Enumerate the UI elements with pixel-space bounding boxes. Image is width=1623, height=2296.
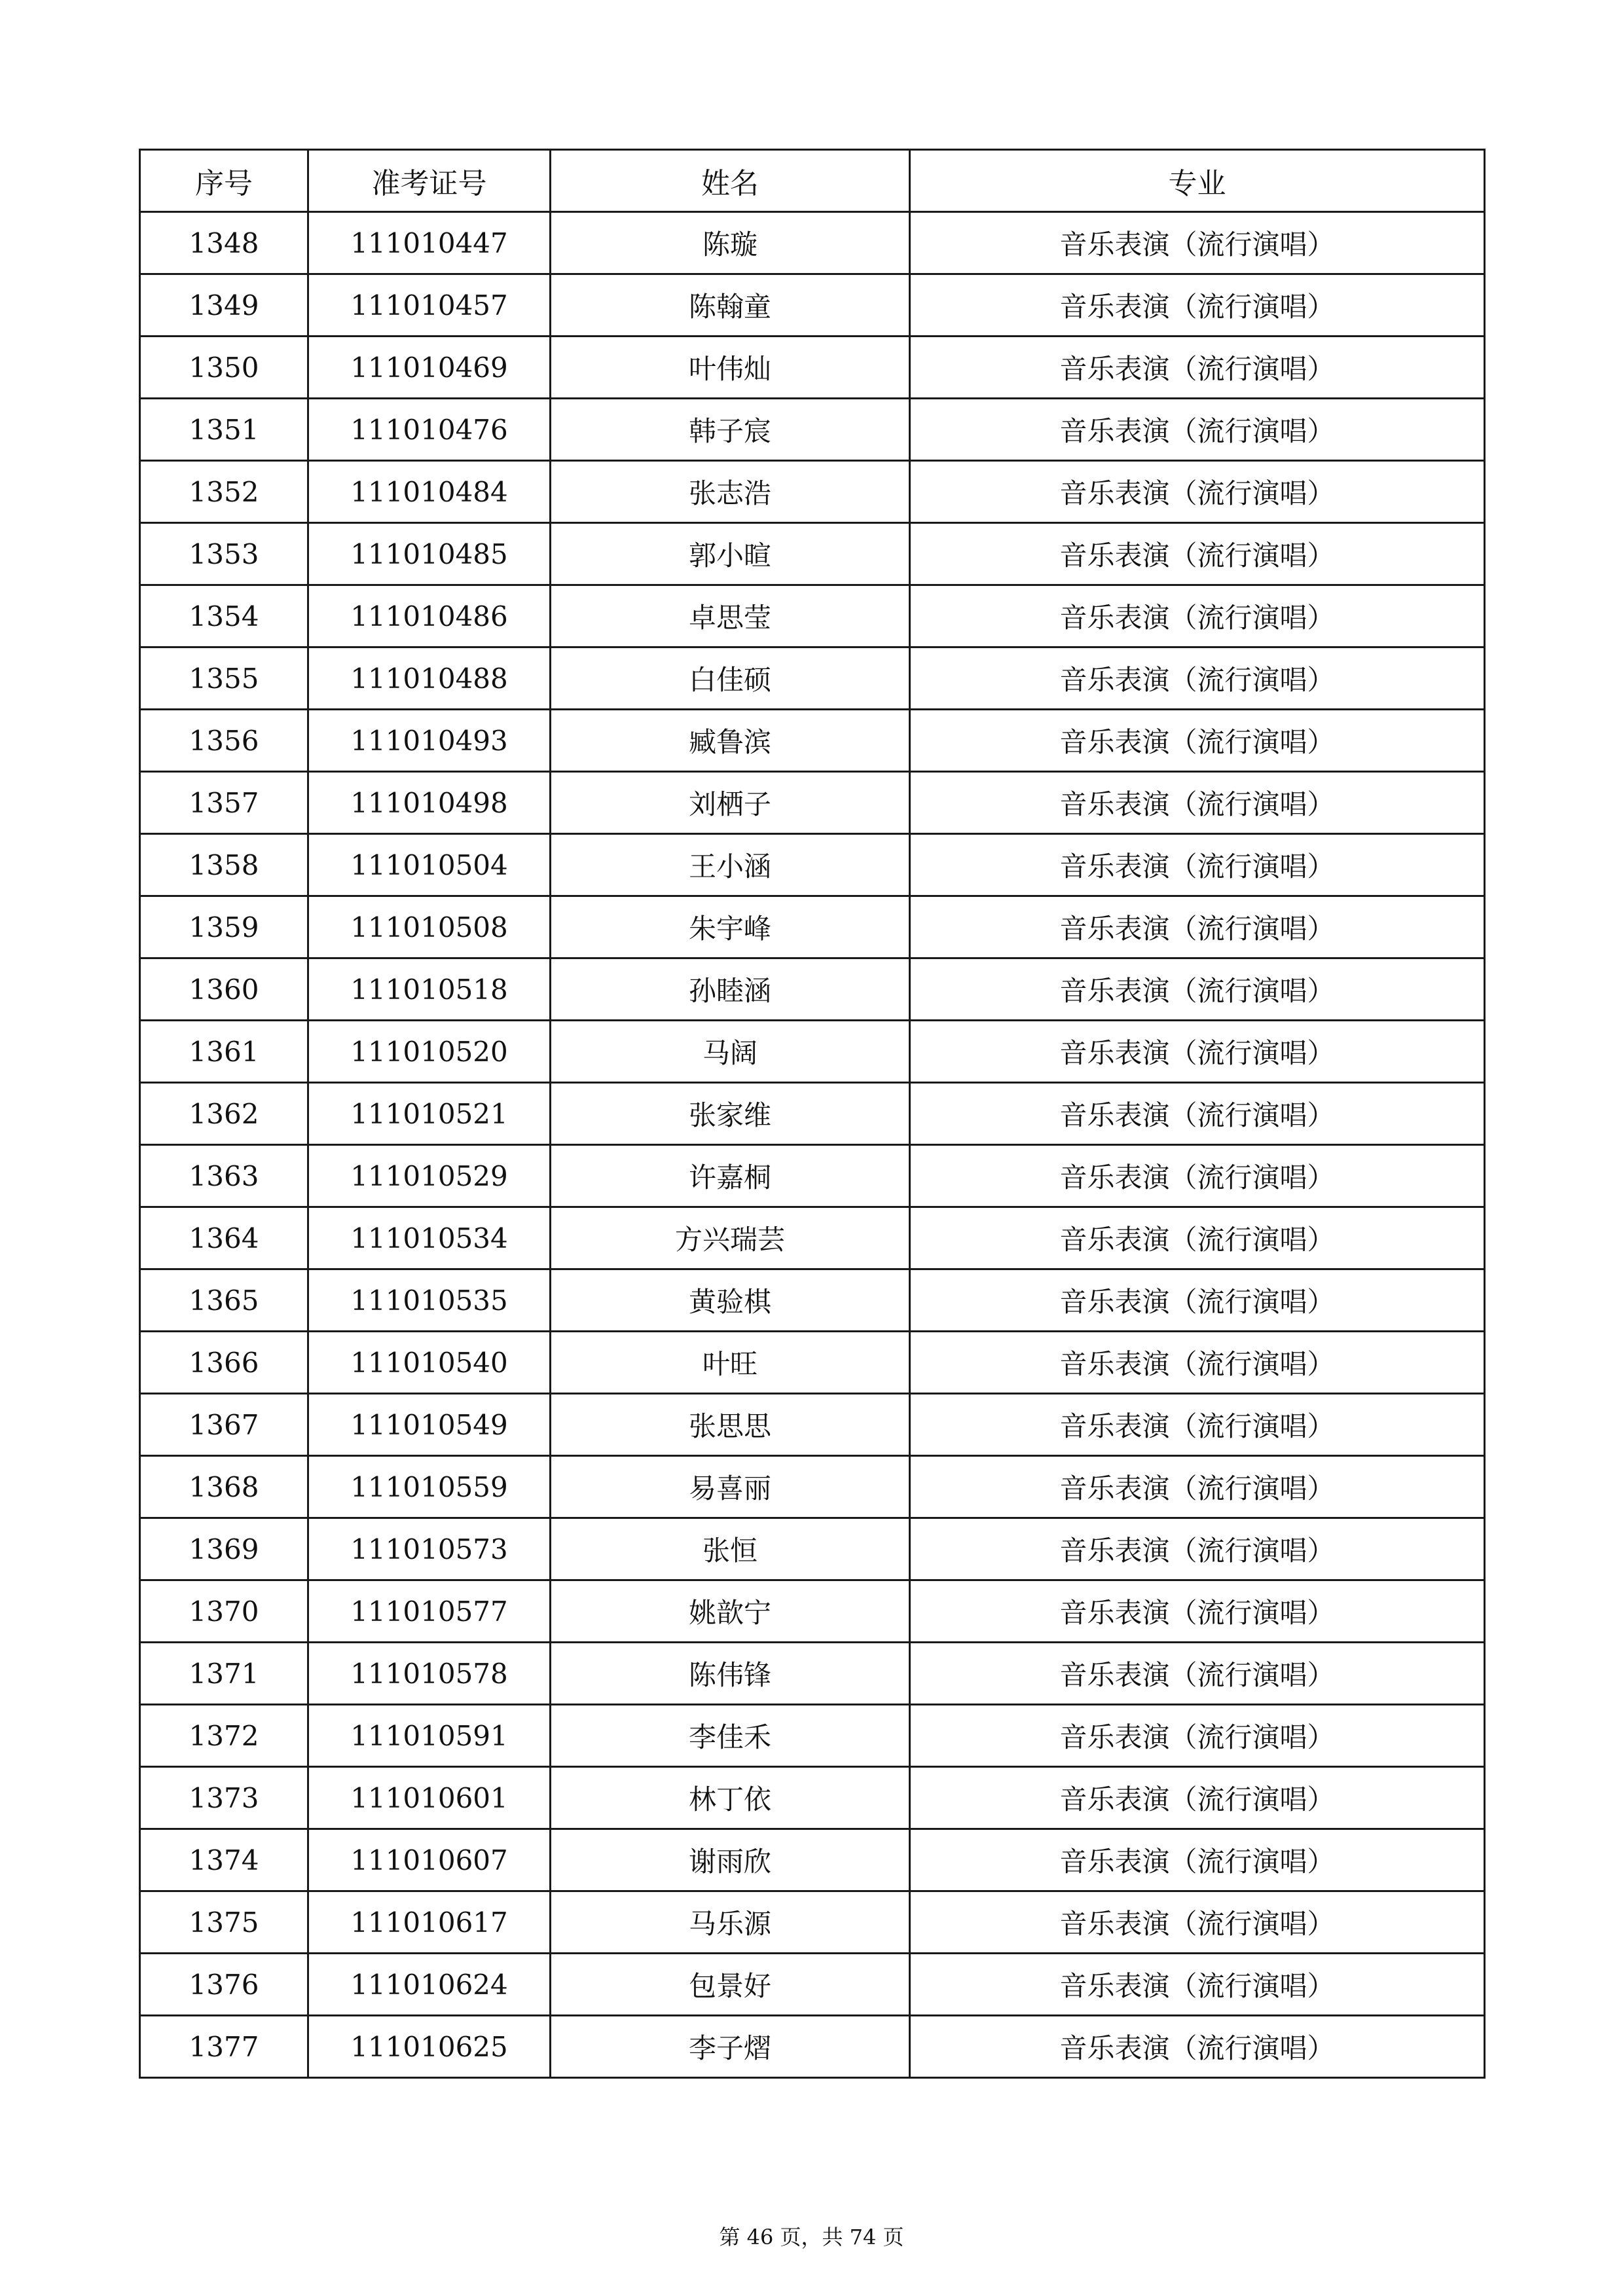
cell-serial-number: 1360 xyxy=(140,958,308,1021)
cell-admission-ticket-number: 111010535 xyxy=(308,1269,551,1332)
cell-major: 音乐表演（流行演唱） xyxy=(910,772,1485,834)
table-row xyxy=(140,1518,1485,1580)
cell-admission-ticket-number: 111010577 xyxy=(308,1580,551,1643)
cell-name: 马乐源 xyxy=(551,1891,910,1954)
cell-major: 音乐表演（流行演唱） xyxy=(910,1394,1485,1456)
cell-serial-number: 1376 xyxy=(140,1954,308,2016)
cell-serial-number: 1370 xyxy=(140,1580,308,1643)
cell-major: 音乐表演（流行演唱） xyxy=(910,896,1485,958)
cell-major: 音乐表演（流行演唱） xyxy=(910,1518,1485,1580)
table-row xyxy=(140,896,1485,958)
cell-serial-number: 1348 xyxy=(140,212,308,274)
cell-major: 音乐表演（流行演唱） xyxy=(910,834,1485,896)
cell-serial-number: 1363 xyxy=(140,1145,308,1207)
cell-major: 音乐表演（流行演唱） xyxy=(910,212,1485,274)
cell-major: 音乐表演（流行演唱） xyxy=(910,710,1485,772)
cell-serial-number: 1362 xyxy=(140,1083,308,1145)
header-name: 姓名 xyxy=(551,150,910,212)
cell-admission-ticket-number: 111010447 xyxy=(308,212,551,274)
cell-admission-ticket-number: 111010591 xyxy=(308,1705,551,1767)
table-row xyxy=(140,337,1485,399)
cell-admission-ticket-number: 111010518 xyxy=(308,958,551,1021)
header-major: 专业 xyxy=(910,150,1485,212)
cell-name: 朱宇峰 xyxy=(551,896,910,958)
cell-name: 王小涵 xyxy=(551,834,910,896)
cell-name: 李佳禾 xyxy=(551,1705,910,1767)
cell-admission-ticket-number: 111010498 xyxy=(308,772,551,834)
cell-major: 音乐表演（流行演唱） xyxy=(910,1767,1485,1829)
cell-admission-ticket-number: 111010540 xyxy=(308,1332,551,1394)
cell-admission-ticket-number: 111010529 xyxy=(308,1145,551,1207)
cell-major: 音乐表演（流行演唱） xyxy=(910,1021,1485,1083)
cell-serial-number: 1361 xyxy=(140,1021,308,1083)
table-row xyxy=(140,1580,1485,1643)
table-row xyxy=(140,461,1485,523)
cell-major: 音乐表演（流行演唱） xyxy=(910,1580,1485,1643)
cell-admission-ticket-number: 111010573 xyxy=(308,1518,551,1580)
cell-major: 音乐表演（流行演唱） xyxy=(910,1145,1485,1207)
cell-name: 白佳硕 xyxy=(551,647,910,710)
cell-major: 音乐表演（流行演唱） xyxy=(910,1643,1485,1705)
cell-serial-number: 1366 xyxy=(140,1332,308,1394)
cell-serial-number: 1353 xyxy=(140,523,308,585)
table-row xyxy=(140,834,1485,896)
cell-name: 方兴瑞芸 xyxy=(551,1207,910,1269)
cell-admission-ticket-number: 111010624 xyxy=(308,1954,551,2016)
table-row xyxy=(140,274,1485,337)
cell-name: 张志浩 xyxy=(551,461,910,523)
cell-admission-ticket-number: 111010504 xyxy=(308,834,551,896)
table-row xyxy=(140,1332,1485,1394)
cell-serial-number: 1374 xyxy=(140,1829,308,1891)
table-row xyxy=(140,1456,1485,1518)
cell-name: 刘栖子 xyxy=(551,772,910,834)
table-header xyxy=(140,150,1485,212)
cell-serial-number: 1373 xyxy=(140,1767,308,1829)
cell-name: 卓思莹 xyxy=(551,585,910,647)
cell-name: 李子熠 xyxy=(551,2016,910,2078)
cell-major: 音乐表演（流行演唱） xyxy=(910,958,1485,1021)
admission-roster-table xyxy=(139,149,1486,2079)
cell-serial-number: 1351 xyxy=(140,399,308,461)
cell-name: 姚歆宁 xyxy=(551,1580,910,1643)
cell-admission-ticket-number: 111010578 xyxy=(308,1643,551,1705)
cell-admission-ticket-number: 111010625 xyxy=(308,2016,551,2078)
cell-name: 张思思 xyxy=(551,1394,910,1456)
cell-admission-ticket-number: 111010486 xyxy=(308,585,551,647)
cell-name: 陈伟锋 xyxy=(551,1643,910,1705)
cell-serial-number: 1364 xyxy=(140,1207,308,1269)
cell-serial-number: 1375 xyxy=(140,1891,308,1954)
cell-name: 谢雨欣 xyxy=(551,1829,910,1891)
cell-name: 叶旺 xyxy=(551,1332,910,1394)
cell-name: 孙睦涵 xyxy=(551,958,910,1021)
cell-serial-number: 1355 xyxy=(140,647,308,710)
table-row xyxy=(140,1207,1485,1269)
cell-admission-ticket-number: 111010484 xyxy=(308,461,551,523)
cell-admission-ticket-number: 111010493 xyxy=(308,710,551,772)
cell-major: 音乐表演（流行演唱） xyxy=(910,1207,1485,1269)
table-row xyxy=(140,399,1485,461)
cell-name: 包景好 xyxy=(551,1954,910,2016)
header-admission-ticket-number: 准考证号 xyxy=(308,150,551,212)
cell-serial-number: 1359 xyxy=(140,896,308,958)
table-row xyxy=(140,647,1485,710)
table-row xyxy=(140,1891,1485,1954)
cell-admission-ticket-number: 111010488 xyxy=(308,647,551,710)
cell-name: 臧鲁滨 xyxy=(551,710,910,772)
table-row xyxy=(140,523,1485,585)
table-row xyxy=(140,958,1485,1021)
cell-admission-ticket-number: 111010601 xyxy=(308,1767,551,1829)
cell-serial-number: 1356 xyxy=(140,710,308,772)
cell-major: 音乐表演（流行演唱） xyxy=(910,1083,1485,1145)
table-row xyxy=(140,1643,1485,1705)
cell-major: 音乐表演（流行演唱） xyxy=(910,1891,1485,1954)
table-row xyxy=(140,1021,1485,1083)
table-row xyxy=(140,1829,1485,1891)
table-body xyxy=(140,212,1485,2078)
cell-name: 黄验棋 xyxy=(551,1269,910,1332)
table-row xyxy=(140,1083,1485,1145)
cell-admission-ticket-number: 111010534 xyxy=(308,1207,551,1269)
cell-serial-number: 1365 xyxy=(140,1269,308,1332)
cell-major: 音乐表演（流行演唱） xyxy=(910,399,1485,461)
cell-admission-ticket-number: 111010457 xyxy=(308,274,551,337)
cell-serial-number: 1354 xyxy=(140,585,308,647)
cell-serial-number: 1372 xyxy=(140,1705,308,1767)
cell-serial-number: 1352 xyxy=(140,461,308,523)
table-row xyxy=(140,585,1485,647)
table-row xyxy=(140,2016,1485,2078)
cell-major: 音乐表演（流行演唱） xyxy=(910,1456,1485,1518)
cell-name: 许嘉桐 xyxy=(551,1145,910,1207)
cell-name: 张家维 xyxy=(551,1083,910,1145)
table-row xyxy=(140,1145,1485,1207)
cell-serial-number: 1349 xyxy=(140,274,308,337)
cell-name: 张恒 xyxy=(551,1518,910,1580)
table-row xyxy=(140,1954,1485,2016)
cell-admission-ticket-number: 111010520 xyxy=(308,1021,551,1083)
cell-name: 韩子宸 xyxy=(551,399,910,461)
cell-serial-number: 1358 xyxy=(140,834,308,896)
cell-admission-ticket-number: 111010485 xyxy=(308,523,551,585)
cell-serial-number: 1350 xyxy=(140,337,308,399)
cell-admission-ticket-number: 111010607 xyxy=(308,1829,551,1891)
table-row xyxy=(140,1269,1485,1332)
cell-name: 陈璇 xyxy=(551,212,910,274)
table-row xyxy=(140,1767,1485,1829)
cell-admission-ticket-number: 111010508 xyxy=(308,896,551,958)
cell-major: 音乐表演（流行演唱） xyxy=(910,1332,1485,1394)
cell-major: 音乐表演（流行演唱） xyxy=(910,523,1485,585)
cell-admission-ticket-number: 111010476 xyxy=(308,399,551,461)
cell-admission-ticket-number: 111010521 xyxy=(308,1083,551,1145)
cell-major: 音乐表演（流行演唱） xyxy=(910,585,1485,647)
cell-admission-ticket-number: 111010469 xyxy=(308,337,551,399)
cell-serial-number: 1369 xyxy=(140,1518,308,1580)
cell-admission-ticket-number: 111010549 xyxy=(308,1394,551,1456)
cell-serial-number: 1367 xyxy=(140,1394,308,1456)
table-row xyxy=(140,1394,1485,1456)
cell-name: 叶伟灿 xyxy=(551,337,910,399)
cell-name: 郭小暄 xyxy=(551,523,910,585)
cell-admission-ticket-number: 111010559 xyxy=(308,1456,551,1518)
cell-serial-number: 1377 xyxy=(140,2016,308,2078)
cell-major: 音乐表演（流行演唱） xyxy=(910,1705,1485,1767)
cell-major: 音乐表演（流行演唱） xyxy=(910,1269,1485,1332)
table-row xyxy=(140,1705,1485,1767)
cell-name: 易喜丽 xyxy=(551,1456,910,1518)
cell-name: 林丁依 xyxy=(551,1767,910,1829)
cell-name: 马阔 xyxy=(551,1021,910,1083)
cell-major: 音乐表演（流行演唱） xyxy=(910,2016,1485,2078)
table-row xyxy=(140,212,1485,274)
cell-major: 音乐表演（流行演唱） xyxy=(910,337,1485,399)
header-row xyxy=(140,150,1485,212)
cell-major: 音乐表演（流行演唱） xyxy=(910,1829,1485,1891)
page-number-footer: 第 46 页，共 74 页 xyxy=(719,2225,904,2250)
table-row xyxy=(140,772,1485,834)
cell-major: 音乐表演（流行演唱） xyxy=(910,647,1485,710)
cell-major: 音乐表演（流行演唱） xyxy=(910,1954,1485,2016)
cell-serial-number: 1371 xyxy=(140,1643,308,1705)
cell-major: 音乐表演（流行演唱） xyxy=(910,274,1485,337)
table-row xyxy=(140,710,1485,772)
cell-major: 音乐表演（流行演唱） xyxy=(910,461,1485,523)
header-serial-number: 序号 xyxy=(140,150,308,212)
cell-serial-number: 1357 xyxy=(140,772,308,834)
cell-name: 陈翰童 xyxy=(551,274,910,337)
cell-admission-ticket-number: 111010617 xyxy=(308,1891,551,1954)
cell-serial-number: 1368 xyxy=(140,1456,308,1518)
